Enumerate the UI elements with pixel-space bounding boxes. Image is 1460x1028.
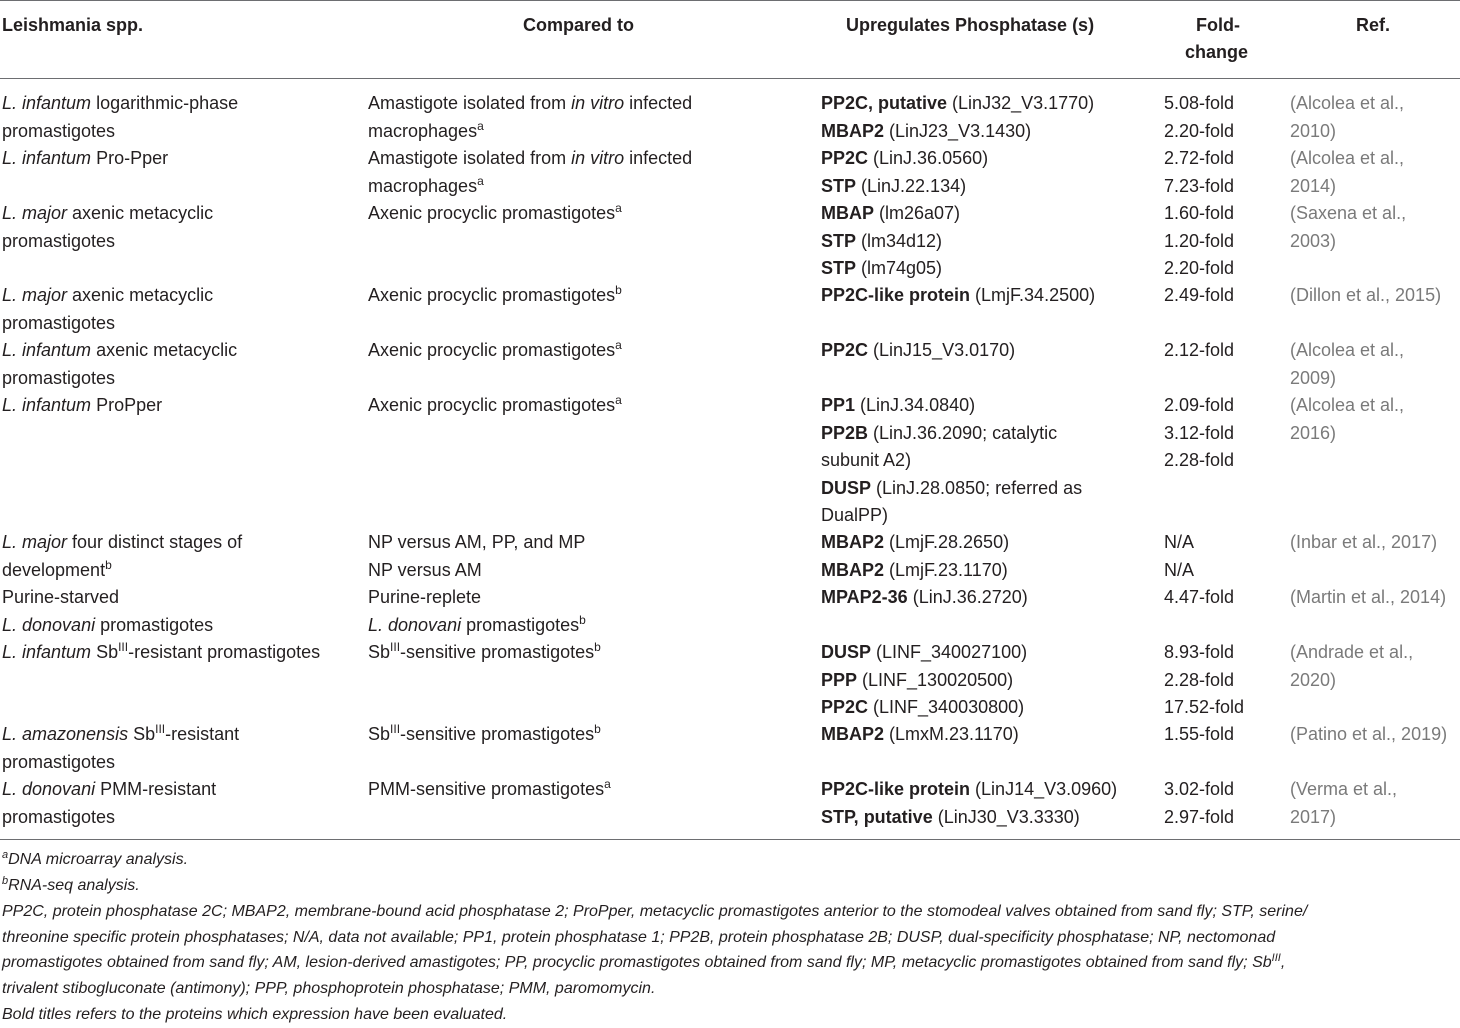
reference-cell xyxy=(1290,584,1446,612)
phosphatase-cell xyxy=(821,392,1082,530)
species-cell xyxy=(2,639,320,667)
fold-change-value: 17.52-fold xyxy=(1164,697,1245,717)
reference-cell xyxy=(1290,282,1441,310)
compared-text: macrophages xyxy=(368,175,478,196)
fold-change-value: 2.49-fold xyxy=(1164,285,1235,305)
species-text: axenic metacyclic xyxy=(91,340,238,360)
footnote-mark: a xyxy=(615,393,622,407)
superscript: III xyxy=(118,640,129,654)
phosphatase-name: PPP xyxy=(821,669,858,690)
compared-text: PMM-sensitive promastigotes xyxy=(368,779,605,799)
header-species: Leishmania spp. xyxy=(2,15,144,35)
phosphatase-cell xyxy=(821,145,988,200)
compared-text: Sb xyxy=(368,642,391,662)
compared-line xyxy=(368,337,622,365)
species-cell xyxy=(2,584,213,639)
species-cell xyxy=(2,337,237,392)
phosphatase-name: MPAP2-36 xyxy=(821,587,908,607)
species-text: Sb xyxy=(128,724,156,744)
fold-change-value: 2.20-fold xyxy=(1164,120,1235,141)
superscript: III xyxy=(390,640,401,654)
footnote-mark: a xyxy=(615,201,622,215)
species-text: Sb xyxy=(91,642,119,662)
species-text: promastigotes xyxy=(2,751,116,772)
compared-text: macrophages xyxy=(368,120,478,141)
species-line xyxy=(2,337,237,365)
species-text: -resistant promastigotes xyxy=(128,642,321,662)
compared-line xyxy=(368,776,611,804)
compared-line xyxy=(368,557,585,585)
species-text: promastigotes xyxy=(95,614,214,635)
footnote-b-text: RNA-seq analysis. xyxy=(8,877,140,894)
footnote-mark: a xyxy=(604,777,611,791)
compared-line xyxy=(368,200,622,228)
species-line xyxy=(2,804,216,832)
fold-change-value: 2.12-fold xyxy=(1164,340,1235,360)
phosphatase-cell xyxy=(821,584,1028,612)
phosphatase-name: PP2C xyxy=(821,148,869,168)
compared-text: Purine-replete xyxy=(368,587,482,607)
compared-italic: in vitro xyxy=(571,93,625,113)
compared-italic: L. donovani xyxy=(368,614,462,635)
compared-line xyxy=(368,529,585,557)
fold-change-value: 2.20-fold xyxy=(1164,258,1235,278)
phosphatase-cell xyxy=(821,529,1009,584)
compared-text: Axenic procyclic promastigotes xyxy=(368,203,616,223)
reference-cell xyxy=(1290,90,1404,145)
compared-to-cell xyxy=(368,392,622,420)
phosphatase-line xyxy=(821,392,1082,420)
compared-text: Amastigote isolated from xyxy=(368,148,572,168)
species-line xyxy=(2,118,238,146)
phosphatase-name: STP xyxy=(821,230,857,251)
species-name: L. major xyxy=(2,285,68,305)
phosphatase-cell xyxy=(821,282,1095,310)
phosphatase-line xyxy=(821,173,988,201)
fold-change-value: 7.23-fold xyxy=(1164,175,1235,196)
species-text: PMM-resistant xyxy=(95,779,217,799)
phosphatase-name: PP2C-like protein xyxy=(821,285,971,305)
species-text: ProPper xyxy=(91,395,163,415)
species-name: L. infantum xyxy=(2,93,92,113)
fold-change-value: 4.47-fold xyxy=(1164,587,1235,607)
phosphatase-name: MBAP xyxy=(821,203,874,223)
phosphatase-line xyxy=(821,776,1117,804)
footnote-abbr-line-3-sup: III xyxy=(1271,952,1281,964)
species-line xyxy=(2,200,213,228)
species-cell xyxy=(2,721,239,776)
reference-line: (Dillon et al., 2015) xyxy=(1290,285,1442,305)
fold-change-cell xyxy=(1164,639,1244,722)
species-line xyxy=(2,721,239,749)
table-bottom-rule xyxy=(0,839,1460,840)
phosphatase-name: STP xyxy=(821,258,857,278)
phosphatase-id: (LmjF.28.2650) xyxy=(884,532,1010,552)
phosphatase-id: (LinJ32_V3.1770) xyxy=(947,93,1095,113)
phosphatase-line xyxy=(821,502,1082,530)
fold-change-cell xyxy=(1164,200,1234,283)
fold-change-value: 1.55-fold xyxy=(1164,724,1235,744)
fold-change-value: 3.02-fold xyxy=(1164,779,1235,799)
reference-line: (Verma et al., xyxy=(1290,779,1398,799)
phosphatase-cell xyxy=(821,721,1019,749)
reference-line: (Alcolea et al., xyxy=(1290,93,1405,113)
footnote-a-mark: a xyxy=(2,849,9,861)
phosphatase-cell xyxy=(821,90,1094,145)
reference-cell xyxy=(1290,337,1404,392)
fold-change-cell xyxy=(1164,392,1234,475)
footnote-mark: a xyxy=(477,118,484,133)
species-line xyxy=(2,365,237,393)
compared-to-cell xyxy=(368,529,585,584)
compared-line xyxy=(368,173,692,201)
compared-text: -sensitive promastigotes xyxy=(400,642,595,662)
compared-text: Axenic procyclic promastigotes xyxy=(368,285,616,305)
fold-change-cell xyxy=(1164,584,1234,612)
species-text: axenic metacyclic xyxy=(67,285,214,305)
species-line xyxy=(2,584,213,612)
species-name: L. major xyxy=(2,203,68,223)
species-name: L. donovani xyxy=(2,779,96,799)
phosphatase-id: (LinJ.36.2720) xyxy=(907,587,1028,607)
compared-to-cell xyxy=(368,639,601,667)
species-text: promastigotes xyxy=(2,230,116,251)
species-cell xyxy=(2,776,216,831)
phosphatase-name: MBAP2 xyxy=(821,724,885,744)
footnote-mark: a xyxy=(477,173,484,188)
phosphatase-id: (LmjF.34.2500) xyxy=(970,285,1096,305)
phosphatase-name: PP2C xyxy=(821,697,869,717)
species-name: L. major xyxy=(2,532,68,552)
footnote-abbr-line-1: PP2C, protein phosphatase 2C; MBAP2, membrane-bound acid phosphatase 2; ProPper, metacyclic promastigotes anterior to the stomodeal valves obtained from sand fly; STP, serine/ xyxy=(2,903,1308,920)
fold-change-cell xyxy=(1164,90,1234,145)
species-text: promastigotes xyxy=(2,312,116,333)
phosphatase-line xyxy=(821,721,1019,749)
phosphatase-id: (LinJ.36.2090; catalytic xyxy=(868,422,1058,443)
phosphatase-id: subunit A2) xyxy=(821,450,912,470)
phosphatase-line xyxy=(821,90,1094,118)
compared-text: infected xyxy=(624,93,693,113)
fold-change-value: N/A xyxy=(1164,532,1195,552)
compared-text: NP versus AM, PP, and MP xyxy=(368,532,586,552)
species-name: L. infantum xyxy=(2,148,92,168)
species-text: Pro-Pper xyxy=(91,148,169,168)
fold-change-value: 1.60-fold xyxy=(1164,203,1235,223)
species-name: L. amazonensis xyxy=(2,724,129,744)
footnote-mark: b xyxy=(594,722,601,736)
fold-change-cell xyxy=(1164,776,1234,831)
fold-change-value: 1.20-fold xyxy=(1164,230,1235,251)
phosphatase-id: (LINF_340030800) xyxy=(868,697,1025,717)
phosphatase-id: (LINF_130020500) xyxy=(857,669,1014,690)
compared-text: promastigotes xyxy=(461,614,580,635)
compared-line xyxy=(368,282,622,310)
reference-line: 2009) xyxy=(1290,367,1337,388)
fold-change-cell xyxy=(1164,145,1234,200)
species-line xyxy=(2,776,216,804)
superscript: b xyxy=(105,557,112,572)
fold-change-value: 2.28-fold xyxy=(1164,669,1235,690)
fold-change-cell xyxy=(1164,721,1234,749)
species-line xyxy=(2,749,239,777)
species-line xyxy=(2,612,213,640)
header-ref: Ref. xyxy=(1356,15,1391,35)
compared-line xyxy=(368,118,692,146)
species-line xyxy=(2,392,162,420)
compared-line xyxy=(368,612,586,640)
fold-change-cell xyxy=(1164,337,1234,365)
compared-italic: in vitro xyxy=(571,148,625,168)
reference-line: 2020) xyxy=(1290,669,1337,690)
species-name: L. infantum xyxy=(2,642,92,662)
compared-text: Amastigote isolated from xyxy=(368,93,572,113)
phosphatase-id: (LinJ.28.0850; referred as xyxy=(871,477,1083,498)
phosphatase-id: DualPP) xyxy=(821,505,889,525)
fold-change-value: 2.72-fold xyxy=(1164,148,1235,168)
compared-line xyxy=(368,392,622,420)
phosphatase-line xyxy=(821,118,1094,146)
reference-line: 2014) xyxy=(1290,175,1337,196)
phosphatase-id: (lm34d12) xyxy=(856,230,943,251)
reference-cell xyxy=(1290,392,1404,447)
phosphatase-name: STP, putative xyxy=(821,806,933,827)
phosphatase-id: (lm26a07) xyxy=(874,203,961,223)
species-text: promastigotes xyxy=(2,120,116,141)
reference-line: (Alcolea et al., xyxy=(1290,340,1405,360)
reference-line: (Alcolea et al., xyxy=(1290,395,1405,415)
phosphatase-line xyxy=(821,639,1027,667)
compared-text: Sb xyxy=(368,724,391,744)
footnote-bold-note: Bold titles refers to the proteins which expression have been evaluated. xyxy=(2,1006,508,1023)
footnote-mark: a xyxy=(615,338,622,352)
reference-line: (Inbar et al., 2017) xyxy=(1290,532,1438,552)
species-cell xyxy=(2,282,213,337)
species-cell xyxy=(2,200,213,255)
reference-line: 2003) xyxy=(1290,230,1337,251)
phosphatase-id: (LinJ14_V3.0960) xyxy=(970,779,1118,799)
fold-change-value: 8.93-fold xyxy=(1164,642,1235,662)
phosphatase-name: PP2B xyxy=(821,422,869,443)
compared-text: Axenic procyclic promastigotes xyxy=(368,395,616,415)
species-line xyxy=(2,145,168,173)
reference-line: (Martin et al., 2014) xyxy=(1290,587,1447,607)
phosphatase-name: PP2C xyxy=(821,340,869,360)
species-name: L. infantum xyxy=(2,340,92,360)
header-fold-line2: change xyxy=(1185,42,1249,62)
compared-line xyxy=(368,639,601,667)
phosphatase-name: MBAP2 xyxy=(821,120,885,141)
species-name: L. donovani xyxy=(2,614,96,635)
reference-cell xyxy=(1290,721,1447,749)
compared-to-cell xyxy=(368,776,611,804)
phosphatase-name: DUSP xyxy=(821,477,872,498)
fold-change-cell xyxy=(1164,529,1194,584)
header-rule xyxy=(0,78,1460,79)
fold-change-value: 2.28-fold xyxy=(1164,450,1235,470)
footnote-b xyxy=(2,873,140,899)
phosphatase-line xyxy=(821,804,1117,832)
phosphatase-id: (LinJ15_V3.0170) xyxy=(868,340,1016,360)
reference-line: 2010) xyxy=(1290,120,1337,141)
species-text: four distinct stages of xyxy=(67,532,243,552)
phosphatase-cell xyxy=(821,639,1027,722)
footnote-abbr-line-2: threonine specific protein phosphatases; N/A, data not available; PP1, protein phosphatase 1; PP2B, protein phosphatase 2B; DUSP, dual-specificity phosphatase; NP, nectomonad xyxy=(2,929,1276,946)
species-cell xyxy=(2,392,162,420)
compared-text: infected xyxy=(624,148,693,168)
reference-line: (Saxena et al., xyxy=(1290,203,1407,223)
compared-to-cell xyxy=(368,282,622,310)
species-text: logarithmic-phase xyxy=(91,93,239,113)
phosphatase-line xyxy=(821,145,988,173)
footnote-abbr-line-4: trivalent stibogluconate (antimony); PPP, phosphoprotein phosphatase; PMM, paromomycin. xyxy=(2,980,656,997)
species-cell xyxy=(2,90,238,145)
footnote-abbr-line-3-post: , xyxy=(1280,954,1286,971)
footnote-b-mark: b xyxy=(2,875,9,887)
compared-to-cell xyxy=(368,584,586,639)
compared-to-cell xyxy=(368,90,692,145)
compared-text: -sensitive promastigotes xyxy=(400,724,595,744)
species-line xyxy=(2,228,213,256)
reference-cell xyxy=(1290,639,1413,694)
footnote-abbr-line-3 xyxy=(2,950,1285,976)
phosphatase-line xyxy=(821,529,1009,557)
footnote-a-text: DNA microarray analysis. xyxy=(8,851,189,868)
phosphatase-id: (LmxM.23.1170) xyxy=(884,724,1019,744)
reference-cell xyxy=(1290,776,1397,831)
phosphatase-cell xyxy=(821,776,1117,831)
header-phosphatases: Upregulates Phosphatase (s) xyxy=(846,15,1095,35)
reference-line: (Patino et al., 2019) xyxy=(1290,724,1448,744)
compared-text: NP versus AM xyxy=(368,559,482,580)
phosphatase-line xyxy=(821,337,1015,365)
compared-line xyxy=(368,721,601,749)
reference-line: 2017) xyxy=(1290,806,1337,827)
phosphatase-line xyxy=(821,584,1028,612)
species-text: Purine-starved xyxy=(2,587,120,607)
compared-to-cell xyxy=(368,337,622,365)
compared-to-cell xyxy=(368,721,601,749)
fold-change-cell xyxy=(1164,282,1234,310)
phosphatase-line xyxy=(821,694,1027,722)
species-line xyxy=(2,90,238,118)
fold-change-value: 5.08-fold xyxy=(1164,93,1235,113)
phosphatase-id: (LinJ.36.0560) xyxy=(868,148,989,168)
reference-cell xyxy=(1290,529,1437,557)
phosphatase-id: (LinJ23_V3.1430) xyxy=(884,120,1032,141)
compared-line xyxy=(368,145,692,173)
footnote-abbr-line-3-text: promastigotes obtained from sand fly; AM, lesion-derived amastigotes; PP, procyclic promastigotes obtained from sand fly; MP, metacyclic promastigotes obtained from sand fly; Sb xyxy=(2,954,1272,971)
reference-line: 2016) xyxy=(1290,422,1337,443)
phosphatase-name: DUSP xyxy=(821,642,872,662)
fold-change-value: 3.12-fold xyxy=(1164,422,1235,443)
species-line xyxy=(2,529,242,557)
phosphatase-line xyxy=(821,255,960,283)
footnote-a xyxy=(2,847,188,873)
reference-cell xyxy=(1290,200,1406,255)
species-cell xyxy=(2,145,168,173)
phosphatase-id: (lm74g05) xyxy=(856,258,943,278)
footnote-mark: b xyxy=(579,612,586,627)
phosphatase-id: (LinJ.22.134) xyxy=(856,175,967,196)
table-top-rule xyxy=(0,0,1460,1)
phosphatase-line xyxy=(821,557,1009,585)
phosphatase-name: PP2C, putative xyxy=(821,93,948,113)
phosphatase-id: (LmjF.23.1170) xyxy=(884,559,1008,580)
compared-line xyxy=(368,584,586,612)
header-fold-line1: Fold- xyxy=(1196,15,1240,35)
phosphatase-name: MBAP2 xyxy=(821,532,885,552)
phosphatase-cell xyxy=(821,200,960,283)
superscript: III xyxy=(155,722,166,736)
phosphatase-line xyxy=(821,475,1082,503)
fold-change-value: N/A xyxy=(1164,559,1195,580)
phosphatase-line xyxy=(821,667,1027,695)
footnote-mark: b xyxy=(615,283,622,297)
phosphatase-name: STP xyxy=(821,175,857,196)
phosphatase-line xyxy=(821,228,960,256)
species-line xyxy=(2,282,213,310)
species-text: promastigotes xyxy=(2,806,116,827)
phosphatase-id: (LINF_340027100) xyxy=(871,642,1028,662)
superscript: III xyxy=(390,722,401,736)
phosphatase-cell xyxy=(821,337,1015,365)
species-cell xyxy=(2,529,242,584)
phosphatase-name: PP1 xyxy=(821,395,856,415)
phosphatase-id: (LinJ30_V3.3330) xyxy=(932,806,1080,827)
reference-cell xyxy=(1290,145,1404,200)
phosphatase-line xyxy=(821,420,1082,448)
fold-change-value: 2.97-fold xyxy=(1164,806,1235,827)
footnote-mark: b xyxy=(594,640,601,654)
species-line xyxy=(2,639,320,667)
phosphatase-line xyxy=(821,447,1082,475)
fold-change-value: 2.09-fold xyxy=(1164,395,1235,415)
compared-text: Axenic procyclic promastigotes xyxy=(368,340,616,360)
phosphatase-name: MBAP2 xyxy=(821,559,885,580)
species-text: axenic metacyclic xyxy=(67,203,214,223)
species-text: development xyxy=(2,559,106,580)
species-text: promastigotes xyxy=(2,367,116,388)
reference-line: (Alcolea et al., xyxy=(1290,148,1405,168)
species-text: -resistant xyxy=(165,724,240,744)
phosphatase-line xyxy=(821,200,960,228)
header-compared-to: Compared to xyxy=(523,15,635,35)
compared-line xyxy=(368,90,692,118)
phosphatase-id: (LinJ.34.0840) xyxy=(855,395,976,415)
phosphatase-line xyxy=(821,282,1095,310)
compared-to-cell xyxy=(368,145,692,200)
species-name: L. infantum xyxy=(2,395,92,415)
compared-to-cell xyxy=(368,200,622,228)
phosphatase-name: PP2C-like protein xyxy=(821,779,971,799)
species-line xyxy=(2,557,242,585)
reference-line: (Andrade et al., xyxy=(1290,642,1414,662)
species-line xyxy=(2,310,213,338)
